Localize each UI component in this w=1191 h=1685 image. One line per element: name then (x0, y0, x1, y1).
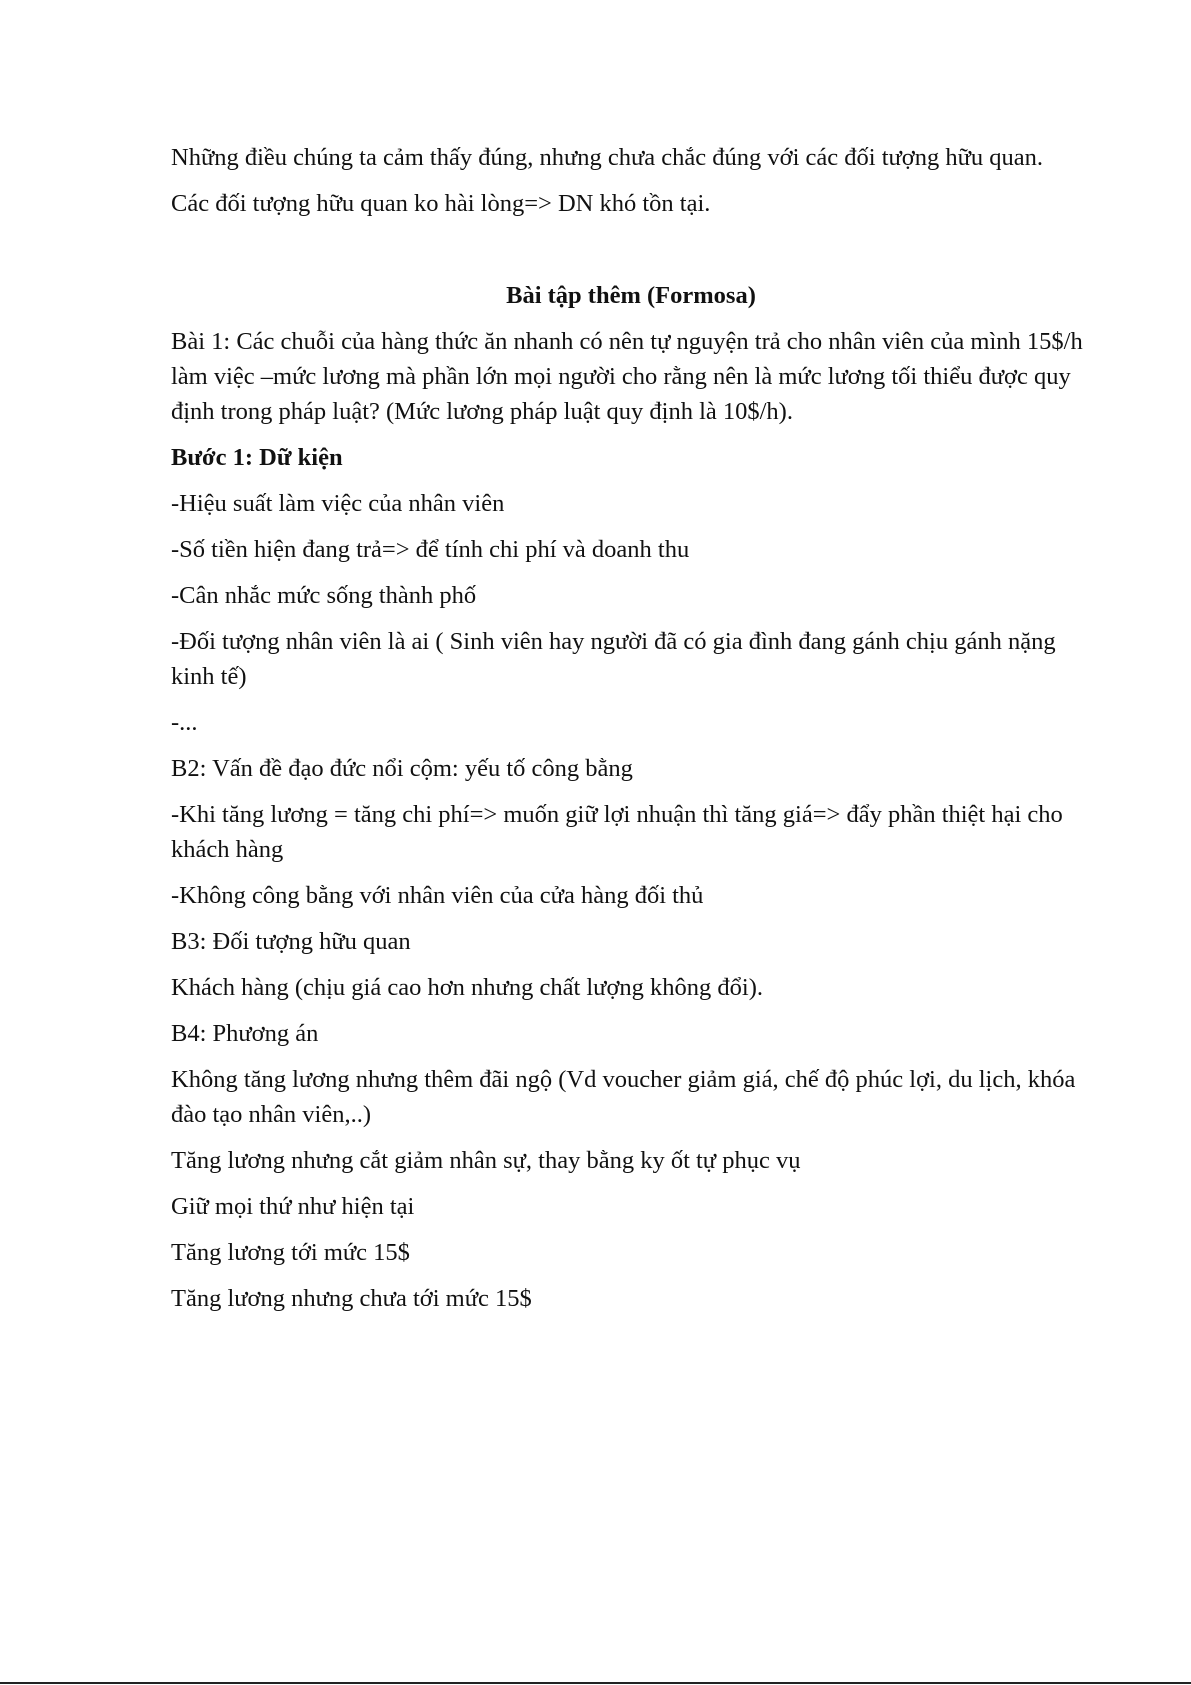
step3-item: Khách hàng (chịu giá cao hơn nhưng chất lượng không đổi). (171, 974, 764, 1001)
intro-paragraph-2: Các đối tượng hữu quan ko hài lòng=> DN khó tồn tại. (171, 190, 711, 217)
page-bottom-rule (0, 1682, 1191, 1684)
step4-option: Tăng lương nhưng cắt giảm nhân sự, thay bằng ky ốt tự phục vụ (171, 1147, 801, 1174)
intro-paragraph-1: Những điều chúng ta cảm thấy đúng, nhưng chưa chắc đúng với các đối tượng hữu quan. (171, 144, 1044, 171)
step1-item: -Cân nhắc mức sống thành phố (171, 582, 477, 609)
step2-heading: B2: Vấn đề đạo đức nổi cộm: yếu tố công bằng (171, 755, 633, 782)
question-paragraph: Bài 1: Các chuỗi của hàng thức ăn nhanh có nên tự nguyện trả cho nhân viên của mình 15$/h làm việc –mức lương mà phần lớn mọi người cho rằng nên là mức lương tối thiểu được quy định trong pháp luật? (Mức lương pháp luật quy định là 10$/h). (171, 328, 1083, 425)
step1-item: -Đối tượng nhân viên là ai ( Sinh viên hay người đã có gia đình đang gánh chịu gánh nặng kinh tế) (171, 628, 1056, 690)
step4-heading: B4: Phương án (171, 1020, 319, 1047)
step1-item: -Hiệu suất làm việc của nhân viên (171, 490, 505, 517)
step3-heading: B3: Đối tượng hữu quan (171, 928, 411, 955)
section-spacer (171, 232, 1091, 278)
step1-heading: Bước 1: Dữ kiện (171, 444, 343, 471)
step4-option: Tăng lương tới mức 15$ (171, 1239, 410, 1266)
step2-item: -Không công bằng với nhân viên của cửa hàng đối thủ (171, 882, 704, 909)
step4-option: Tăng lương nhưng chưa tới mức 15$ (171, 1285, 532, 1312)
exercise-title: Bài tập thêm (Formosa) (506, 282, 756, 309)
step1-item: -Số tiền hiện đang trả=> để tính chi phí và doanh thu (171, 536, 690, 563)
step1-item: -... (171, 709, 198, 736)
step4-option: Không tăng lương nhưng thêm đãi ngộ (Vd voucher giảm giá, chế độ phúc lợi, du lịch, khóa đào tạo nhân viên,..) (171, 1066, 1076, 1128)
document-body (171, 140, 1091, 1327)
step2-item: -Khi tăng lương = tăng chi phí=> muốn giữ lợi nhuận thì tăng giá=> đẩy phần thiệt hại cho khách hàng (171, 801, 1063, 863)
step4-option: Giữ mọi thứ như hiện tại (171, 1193, 415, 1220)
